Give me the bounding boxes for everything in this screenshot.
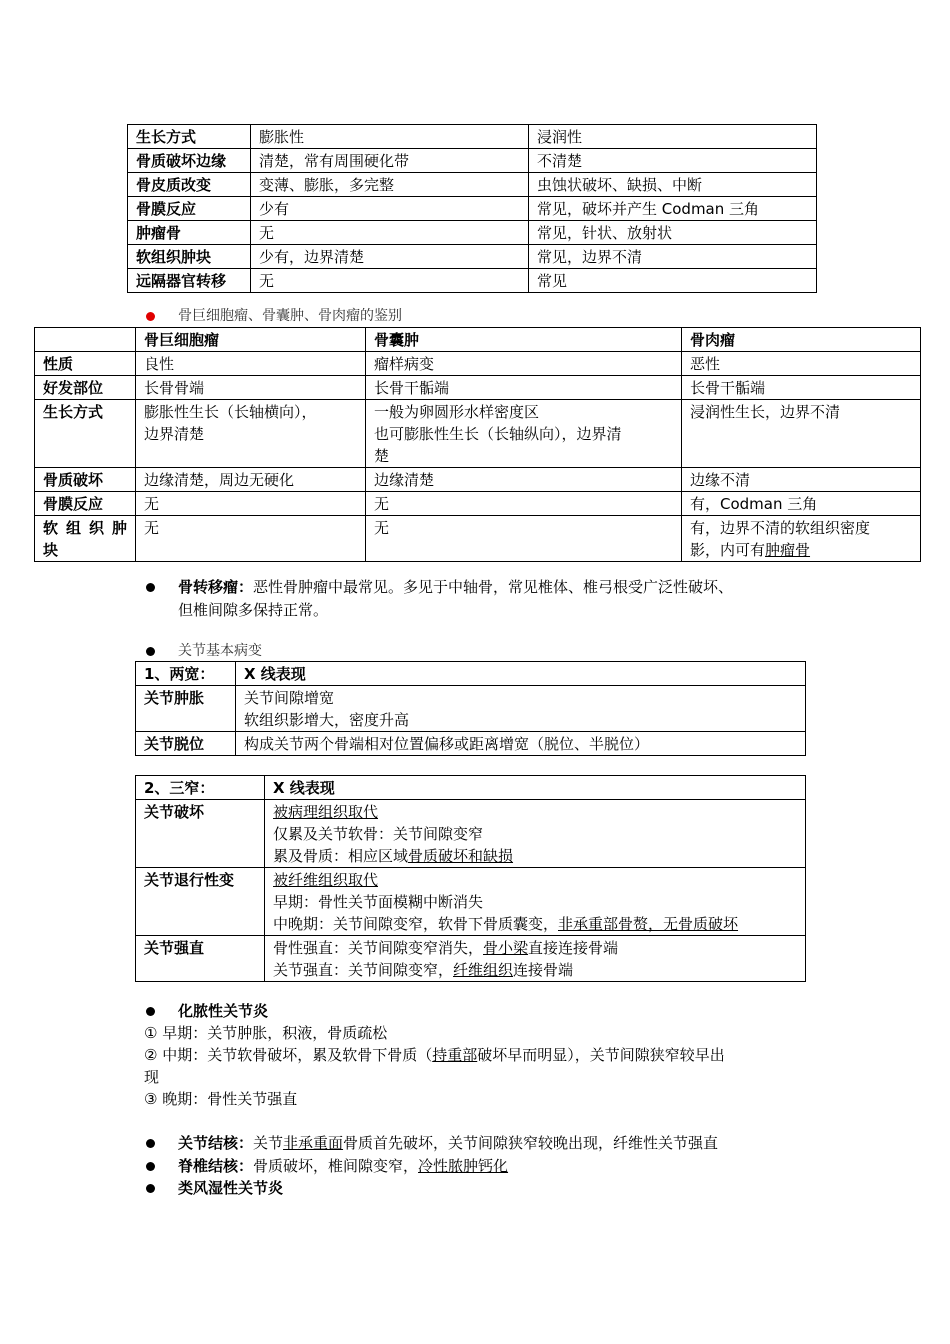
table-row: 好发部位 长骨骨端 长骨干骺端 长骨干骺端 — [35, 376, 921, 400]
table-row: 关节破坏 被病理组织取代 仅累及关节软骨：关节间隙变窄 累及骨质：相应区域骨质破坏和缺损 — [136, 800, 806, 868]
bullet-icon — [146, 312, 155, 321]
table-row: 肿瘤骨 无 常见，针状、放射状 — [128, 221, 817, 245]
suppurative-mid: ② 中期：关节软骨破坏，累及软骨下骨质（持重部破坏早而明显），关节间隙狭窄较早出 — [144, 1046, 725, 1064]
differential-table — [34, 327, 921, 562]
table-row: 骨质破坏边缘 清楚，常有周围硬化带 不清楚 — [128, 149, 817, 173]
table-row: 软组织肿块 少有，边界清楚 常见，边界不清 — [128, 245, 817, 269]
table-row: 性质 良性 瘤样病变 恶性 — [35, 352, 921, 376]
bullet-icon — [146, 1184, 155, 1193]
table-row: 远隔器官转移 无 常见 — [128, 269, 817, 293]
two-wide-table — [135, 661, 806, 756]
bullet-icon — [146, 1139, 155, 1148]
suppurative-late: ③ 晚期：骨性关节强直 — [144, 1090, 298, 1108]
table-row: 软组织肿 块 无 无 有，边界不清的软组织密度 影，内可有肿瘤骨 — [35, 516, 921, 562]
table-row: 骨质破坏 边缘清楚，周边无硬化 边缘清楚 边缘不清 — [35, 468, 921, 492]
table-row: 关节强直 骨性强直：关节间隙变窄消失，骨小梁直接连接骨端 关节强直：关节间隙变窄，纤维组织连接骨端 — [136, 936, 806, 982]
table-header-row: 2、三窄： X 线表现 — [136, 776, 806, 800]
table-row: 骨膜反应 无 无 有，Codman 三角 — [35, 492, 921, 516]
table-header-row: 1、两宽： X 线表现 — [136, 662, 806, 686]
table-row: 关节脱位 构成关节两个骨端相对位置偏移或距离增宽（脱位、半脱位） — [136, 732, 806, 756]
bullet-icon — [146, 1162, 155, 1171]
table-header-row: 骨巨细胞瘤 骨囊肿 骨肉瘤 — [35, 328, 921, 352]
suppurative-mid-cont: 现 — [144, 1068, 160, 1086]
table-row: 生长方式 膨胀性生长（长轴横向）， 边界清楚 一般为卵圆形水样密度区 也可膨胀性生长（长轴纵向），边界清 楚 浸润性生长，边界不清 — [35, 400, 921, 468]
bullet-icon — [146, 1007, 155, 1016]
benign-malignant-table — [127, 124, 817, 293]
table-row: 骨皮质改变 变薄、膨胀，多完整 虫蚀状破坏、缺损、中断 — [128, 173, 817, 197]
bullet-icon — [146, 647, 155, 656]
bone-metastasis-line2: 但椎间隙多保持正常。 — [178, 601, 329, 619]
bullet-icon — [146, 583, 155, 592]
table-row: 骨膜反应 少有 常见，破坏并产生 Codman 三角 — [128, 197, 817, 221]
table-row: 关节肿胀 关节间隙增宽 软组织影增大，密度升高 — [136, 686, 806, 732]
table-row: 关节退行性变 被纤维组织取代 早期：骨性关节面模糊中断消失 中晚期：关节间隙变窄，软骨下骨质囊变，非承重部骨赘，无骨质破坏 — [136, 868, 806, 936]
three-narrow-table — [135, 775, 806, 982]
table-row: 生长方式 膨胀性 浸润性 — [128, 125, 817, 149]
suppurative-early: ① 早期：关节肿胀，积液，骨质疏松 — [144, 1024, 388, 1042]
